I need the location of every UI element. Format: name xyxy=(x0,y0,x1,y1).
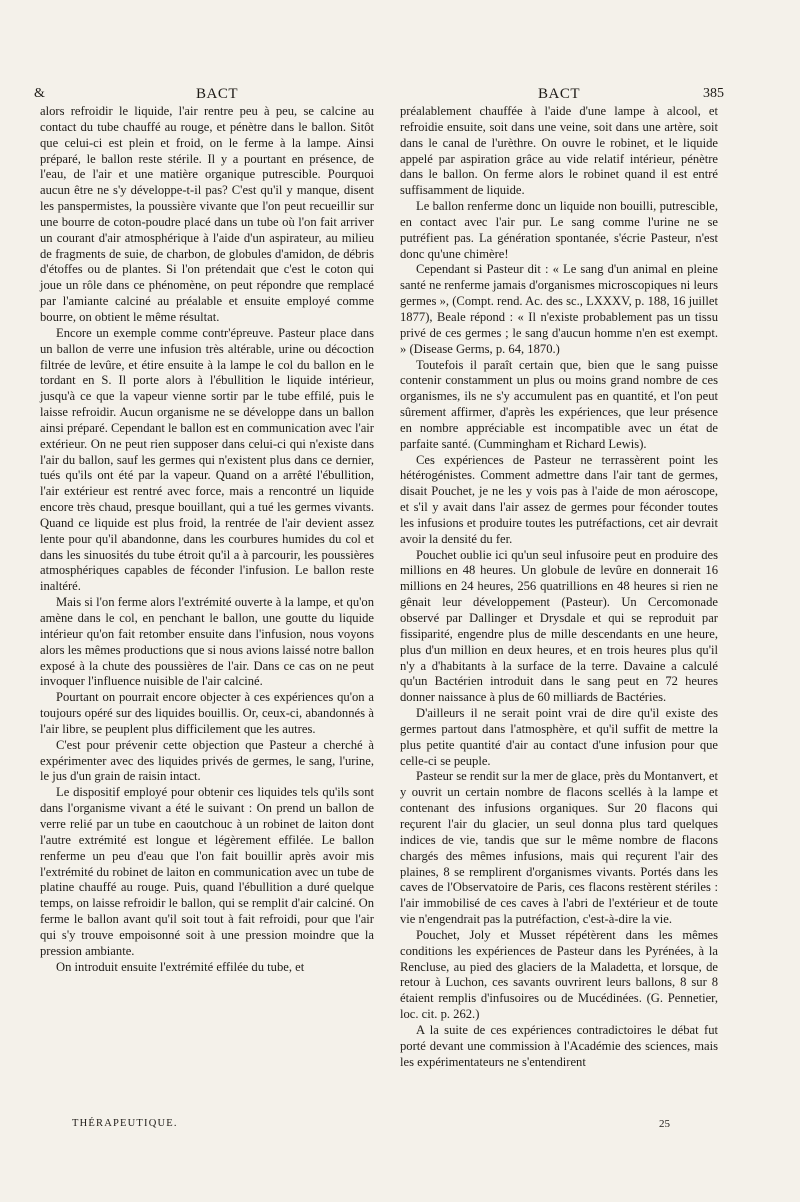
left-column xyxy=(40,104,374,975)
right-column xyxy=(400,104,718,1070)
sheet-number: 25 xyxy=(659,1118,670,1130)
paragraph: Toutefois il paraît certain que, bien que le sang puisse contenir constamment un plus ou moins grand nombre de ces organismes, ils ne s'y accumulent pas en quantité, et l'on peut sûrement affirmer, d'après les expériences, que leur présence en nombre appréciable est incompatible avec un état de parfaite santé. (Cummingham et Richard Lewis). xyxy=(400,357,718,451)
paragraph: Cependant si Pasteur dit : « Le sang d'un animal en pleine santé ne renferme jamais d'organismes microscopiques ni leurs germes », (Compt. rend. Ac. des sc., LXXXV, p. 188, 16 juillet 1877), Beale répond : « Il n'existe probablement pas un tissu privé de ces germes ; le sang d'aucun homme n'en est exempt. » (Disease Germs, p. 64, 1870.) xyxy=(400,262,718,356)
paragraph: A la suite de ces expériences contradictoires le débat fut porté devant une commission à l'Académie des sciences, mais les expérimentateurs ne s'entendirent xyxy=(400,1022,718,1069)
paragraph: Pouchet, Joly et Musset répétèrent dans les mêmes conditions les expériences de Pasteur dans les Pyrénées, à la Rencluse, au pied des glaciers de la Maladetta, et lorsque, de retour à Luchon, ces savants ouvrirent leurs ballons, 8 sur 8 étaient remplis d'infusoires ou de Mucédinées. (G. Pennetier, loc. cit. p. 262.) xyxy=(400,927,718,1022)
paragraph: On introduit ensuite l'extrémité effilée du tube, et xyxy=(56,959,305,974)
paragraph: D'ailleurs il ne serait point vrai de dire qu'il existe des germes partout dans l'atmosphère, et qu'il suffit de mettre la plus petite quantité d'air au contact d'une infusion pour que celle-ci se peuple. xyxy=(400,706,718,768)
paragraph: Mais si l'on ferme alors l'extrémité ouverte à la lampe, et qu'on amène dans le col, en penchant le ballon, une goutte du liquide intérieur qu'on fait retomber ensuite dans l'infusion, nous voyons alors les mêmes productions que si nous avions laissé notre ballon exposé à la chute des poussières de l'air. Dans ce cas on ne peut invoquer l'influence nuisible de l'air calciné. xyxy=(40,595,374,689)
paragraph: Le ballon renferme donc un liquide non bouilli, putrescible, en contact avec l'air pur. Le sang comme l'urine ne se putréfient pas. La génération spontanée, s'écrie Pasteur, n'est donc qu'une chimère! xyxy=(400,199,718,261)
paragraph: Pourtant on pourrait encore objecter à ces expériences qu'on a toujours opéré sur des liquides bouillis. Or, ceux-ci, abandonnés à l'air libre, se peuplent plus difficilement que les autres. xyxy=(40,690,374,736)
paragraph: alors refroidir le liquide, l'air rentre peu à peu, se calcine au contact du tube chauffé au rouge, et pénètre dans le ballon. Sitôt que celui-ci est plein et froid, on le ferme à la lampe. Ainsi préparé, le ballon reste stérile. Il y a pourtant en présence, de l'eau, de l'air et une matière organique putrescible. Pourquoi aucun être ne s'y développe-t-il pas? C'est qu'il y manque, disent les panspermistes, la poussière vivante que l'on peut recueillir sur une bourre de coton-poudre placé dans un tube où l'on fait arriver un courant d'air atmosphérique à l'aide d'un aspirateur, au milieu de fragments de suie, de charbon, de globules d'amidon, de débris d'étoffes ou de plantes. Si l'on prétendait que c'est le coton qui joue un rôle dans ce phénomène, on peut répondre que remplacé par l'amiante calciné au préalable et ensuite employé comme bourre, on obtient le même résultat. xyxy=(40,104,374,324)
page-number: 385 xyxy=(703,86,724,101)
paragraph: Ces expériences de Pasteur ne terrassèrent point les hétérogénistes. Comment admettre dans l'air tant de germes, disait Pouchet, je ne les y vois pas à l'aide de mon aéroscope, et s'il y avait dans l'air assez de germes pour féconder toutes les infusions et produire toutes les putréfactions, cet air devrait avoir la densité du fer. xyxy=(400,452,718,546)
paragraph: Le dispositif employé pour obtenir ces liquides tels qu'ils sont dans l'organisme vivant a été le suivant : On prend un ballon de verre relié par un tube en caoutchouc à un robinet de laiton dont l'autre extrémité est longue et légèrement effilée. Le ballon renferme un peu d'eau que l'on fait bouillir après avoir mis l'extrémité du robinet de laiton en communication avec un tube de platine chauffé au rouge. Puis, quand l'ébullition a duré quelque temps, on laisse refroidir le ballon, qui se remplit d'air calciné. On ferme le ballon avant qu'il soit tout à fait refroidi, pour que l'air qui s'y trouve empoisonné soit à une pression moindre que la pression ambiante. xyxy=(40,785,374,958)
paragraph: Encore un exemple comme contr'épreuve. Pasteur place dans un ballon de verre une infusion très altérable, urine ou décoction filtrée de levûre, et étire ensuite à la lampe le col du ballon en le tordant en S. Il porte alors à l'ébullition le liquide intérieur, jusqu'à ce que la vapeur vienne sortir par le tube effilé, puis le laisse refroidir. Aucun organisme ne se développe dans un ballon ainsi préparé. Cependant le ballon est en communication avec l'air extérieur. On ne peut rien supposer dans celui-ci qui n'existe dans l'air du ballon, sauf les germes qui n'existent plus dans ce dernier, tués qu'ils ont été par la vapeur. Quand on a arrêté l'ébullition, l'air extérieur est rentré avec force, mais a rencontré un liquide encore très chaud, presque bouillant, qui a tué les germes vivants. Quand ce liquide est plus froid, la rentrée de l'air devient assez lente pour qu'il abandonne, dans les courbures humides du col et dans les sinuosités du tube étroit qu'il a à parcourir, les poussières atmosphériques capables de féconder l'infusion. Le ballon reste inaltéré. xyxy=(40,325,374,594)
running-head-right: BACT xyxy=(538,86,581,102)
printer-signature: THÉRAPEUTIQUE. xyxy=(72,1118,178,1129)
paragraph: Pasteur se rendit sur la mer de glace, près du Montanvert, et y ouvrit un certain nombre de flacons scellés à la lampe et contenant des infusions organiques. Sur 20 flacons qui reçurent l'air du glacier, un seul donna plus tard quelques indices de vie, tandis que sur le même nombre de flacons chargés des mêmes infusions, mais qui reçurent l'air des plaines, 8 se remplirent d'organismes vivants. Portés dans les caves de l'Observatoire de Paris, ces flacons restèrent stériles : l'air immobilisé de ces caves à l'abri de l'extérieur et de toute vie n'engendrait pas la putréfaction, c'est-à-dire la vie. xyxy=(400,769,718,927)
running-head-left: BACT xyxy=(196,86,239,102)
corner-mark: & xyxy=(34,86,45,101)
paragraph: Pouchet oublie ici qu'un seul infusoire peut en produire des millions en 48 heures. Un globule de levûre en donnerait 16 millions en 24 heures, 256 quatrillions en 48 heures si rien ne gênait leur développement (Pasteur). Un Cercomonade observé par Dallinger et Drysdale et qui se reproduit par fissiparité, engendre plus de mille descendants en une heure, plus d'un million en deux heures, et en trois heures plus qu'il n'y a d'habitants à la surface de la terre. Davaine a calculé qu'un Bactérien introduit dans le sang peut en 72 heures donner naissance à plus de 60 milliards de Bactéries. xyxy=(400,547,718,705)
paragraph: C'est pour prévenir cette objection que Pasteur a cherché à expérimenter avec des liquides privés de germes, le sang, l'urine, le jus d'un grain de raisin intact. xyxy=(40,737,374,784)
paragraph: préalablement chauffée à l'aide d'une lampe à alcool, et refroidie ensuite, soit dans une veine, soit dans une artère, soit dans le canal de l'urèthre. On ouvre le robinet, et le liquide appelé par aspiration grâce au vide relatif intérieur, pénètre dans le ballon. On ferme alors le robinet quand il est entré suffisamment de liquide. xyxy=(400,104,718,198)
